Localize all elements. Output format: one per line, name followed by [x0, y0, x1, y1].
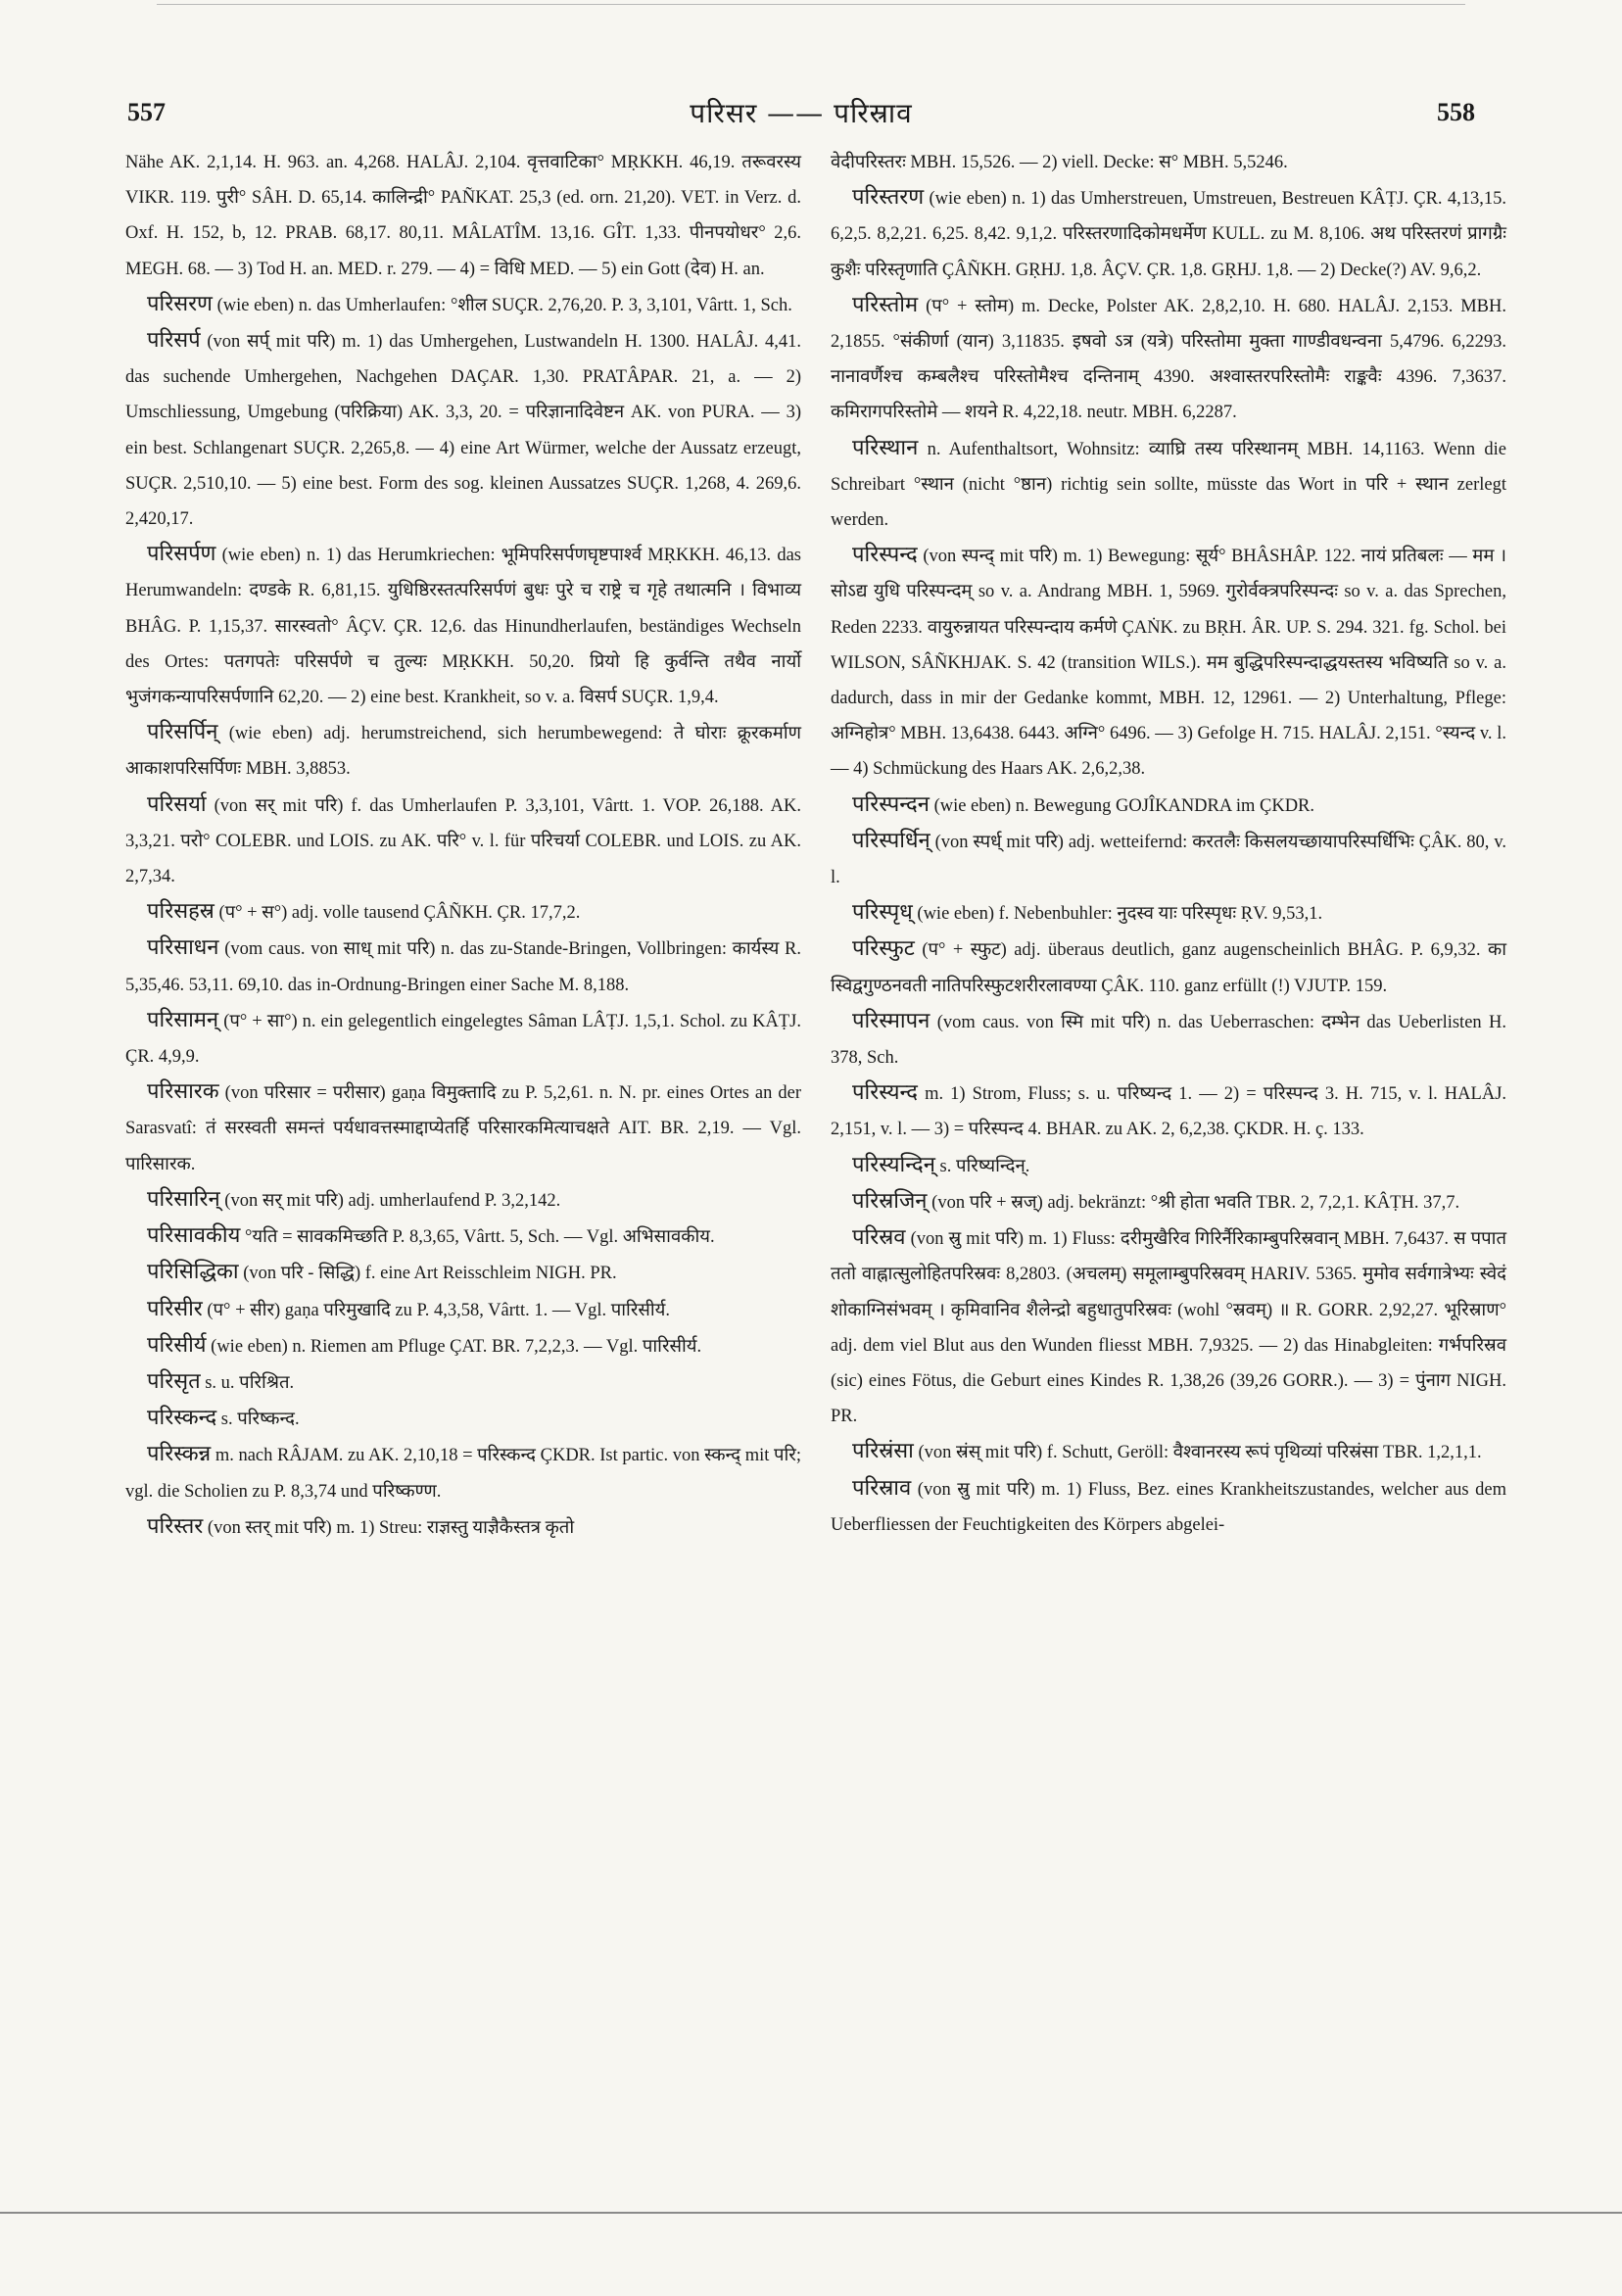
entry-definition: (wie eben) f. Nebenbuhler: नुदस्व याः परिस्पृधः ṚV. 9,53,1.	[917, 904, 1323, 925]
entry-headword: परिसरण	[147, 291, 213, 316]
dictionary-entry	[831, 431, 1506, 539]
entry-headword: परिसीर	[147, 1296, 203, 1321]
entry-headword: परिसर्या	[147, 791, 207, 817]
running-title: परिसर —— परिस्राव	[690, 97, 913, 129]
entry-headword: परिस्फुट	[852, 936, 915, 962]
entry-headword: परिस्रजिन्	[852, 1188, 928, 1214]
entry-headword: परिसाधन	[147, 935, 219, 961]
dictionary-entry	[125, 931, 801, 1002]
dictionary-entry	[125, 1437, 801, 1508]
entry-headword: परिसीर्य	[147, 1332, 207, 1358]
entry-definition: (wie eben) adj. herumstreichend, sich herumbewegend: ते घोराः क्रूरकर्माण आकाशपरिसर्पिणः MBH. 3,8853.	[125, 724, 801, 780]
dictionary-entry	[125, 1364, 801, 1401]
dictionary-entry	[831, 895, 1506, 932]
entry-definition: (vom caus. von स्मि mit परि) n. das Ueberraschen: दम्भेन das Ueberlisten H. 378, Sch.	[831, 1012, 1507, 1069]
top-rule	[157, 4, 1465, 5]
dictionary-entry	[831, 288, 1506, 431]
dictionary-entry	[125, 287, 801, 323]
entry-headword: परिस्पन्द	[852, 543, 918, 568]
entry-headword: परिसर्पिन्	[147, 720, 218, 745]
entry-definition: (प° + सा°) n. ein gelegentlich eingelegtes Sâman LÂṬJ. 1,5,1. Schol. zu KÂṬJ. ÇR. 4,9,9.	[125, 1011, 801, 1068]
entry-definition: (wie eben) n. das Umherlaufen: °शील SUÇR. 2,76,20. P. 3, 3,101, Vârtt. 1, Sch.	[216, 295, 792, 315]
entry-definition: (von परिसार = परीसार) gaṇa विमुक्तादि zu P. 5,2,61. n. N. pr. eines Ortes an der Sarasvatî: तं सरस्वती समन्तं पर्यधावत्तस्माद्दाप्येतर्हि परिसारकमित्याचक्षते AIT. BR. 2,19. — Vgl. पारिसारक.	[125, 1083, 801, 1174]
entry-definition: (प° + स्फुट) adj. überaus deutlich, ganz augenscheinlich BHÂG. P. 6,9,32. का स्विद्वगुण्ठनवती नातिपरिस्फुटशरीरलावण्या ÇÂK. 110. ganz erfüllt (!) VJUTP. 159.	[831, 940, 1506, 996]
right-page-number: 558	[1437, 98, 1475, 126]
entry-headword: परिस्कन्द	[147, 1406, 217, 1431]
entry-definition: (vom caus. von साध् mit परि) n. das zu-Stande-Bringen, Vollbringen: कार्यस्य R. 5,35,46. 53,11. 69,10. das in-Ordnung-Bringen einer Sache M. 8,188.	[125, 939, 802, 995]
dictionary-entry	[125, 323, 801, 537]
entry-headword: परिस्तोम	[852, 292, 919, 317]
entry-headword: परिसहस्र	[147, 899, 215, 925]
dictionary-entry	[125, 1401, 801, 1437]
entry-headword: परिसिद्धिका	[147, 1260, 239, 1285]
entry-definition: (wie eben) n. Bewegung GOJÎKANDRA im ÇKDR.	[933, 795, 1315, 816]
dictionary-entry	[125, 537, 801, 715]
entry-definition: (प° + सीर) gaṇa परिमुखादि zu P. 4,3,58, Vârtt. 1. — Vgl. पारिसीर्य.	[207, 1300, 671, 1320]
entry-headword: परिस्मापन	[852, 1008, 930, 1033]
dictionary-entry	[125, 1182, 801, 1219]
entry-headword: परिसावकीय	[147, 1223, 241, 1249]
dictionary-entry	[831, 180, 1506, 288]
dictionary-entry	[125, 1255, 801, 1291]
dictionary-entry	[125, 1509, 801, 1546]
entry-definition: (प° + स्तोम) m. Decke, Polster AK. 2,8,2,10. H. 680. HALÂJ. 2,153. MBH. 2,1855. °संकीर्णा (यान) 3,11835. इषवो ऽत्र (यत्रे) परिस्तोमा मुक्ता गाण्डीवधन्वना 5,4796. 6,2293. नानावर्णैश्च कम्बलैश्च परिस्तोमैश्च दन्तिनाम् 4390. अश्वास्तरपरिस्तोमैः राङ्कवैः 4396. 7,3637. कमिरागपरिस्तोमे — शयने R. 4,22,18. neutr. MBH. 6,2287.	[831, 296, 1507, 423]
entry-definition: (von स्पन्द् mit परि) m. 1) Bewegung: सूर्य° BHÂSHÂP. 122. नायं प्रतिबलः — मम । सोऽद्य युधि परिस्पन्दम् so v. a. Andrang MBH. 1, 5969. गुरोर्वक्त्रपरिस्पन्दः so v. a. das Sprechen, Reden 2233. वायुरुन्नायत परिस्पन्दाय कर्मणे ÇAṄK. zu BṚH. ÂR. UP. S. 294. 321. fg. Schol. bei WILSON, SÂÑKHJAK. S. 42 (transition WILS.). मम बुद्धिपरिस्पन्दाद्धयस्तस्य भविष्यति so v. a. dadurch, dass in mir der Gedanke kommt, MBH. 12, 12961. — 2) Unterhaltung, Pflege: अग्निहोत्र° MBH. 13,6438. 6443. अग्नि° 6496. — 3) Gefolge H. 715. HALÂJ. 2,151. °स्यन्द v. l. — 4) Schmückung des Haars AK. 2,6,2,38.	[831, 547, 1506, 780]
entry-headword: परिस्तर	[147, 1513, 204, 1539]
dictionary-entry	[831, 824, 1506, 895]
entry-definition: (von परि - सिद्धि) f. eine Art Reisschleim NIGH. PR.	[243, 1264, 617, 1284]
entry-headword: परिस्रंसा	[852, 1439, 914, 1464]
dictionary-entry	[831, 932, 1506, 1003]
entry-definition: Nähe AK. 2,1,14. H. 963. an. 4,268. HALÂJ. 2,104. वृत्तवाटिका° MṚKKH. 46,19. तरूवरस्य VIKR. 119. पुरी° SÂH. D. 65,14. कालिन्द्री° PAÑKAT. 25,3 (ed. orn. 21,20). VET. in Verz. d. Oxf. H. 152, b, 12. PRAB. 68,17. 80,11. MÂLATÎM. 13,16. GÎT. 1,33. पीनपयोधर° 2,6. MEGH. 68. — 3) Tod H. an. MED. r. 279. — 4) = विधि MED. — 5) ein Gott (देव) H. an.	[125, 153, 801, 279]
dictionary-entry	[831, 1148, 1506, 1184]
entry-headword: परिसामन्	[147, 1007, 219, 1032]
entry-definition: s. परिष्यन्दिन्.	[939, 1156, 1030, 1176]
dictionary-entry	[831, 1184, 1506, 1220]
entry-definition: (von स्रंस् mit परि) f. Schutt, Geröll: वैश्वानरस्य रूपं पृथिव्यां परिस्रंसा TBR. 1,2,1,1.	[918, 1443, 1482, 1463]
entry-headword: परिस्यन्दिन्	[852, 1152, 935, 1177]
left-column	[125, 145, 801, 1546]
dictionary-entry	[125, 145, 801, 287]
dictionary-entry	[831, 1471, 1506, 1543]
dictionary-entry	[831, 145, 1506, 180]
entry-definition: n. Aufenthaltsort, Wohnsitz: व्याघ्रि तस्य परिस्थानम् MBH. 14,1163. Wenn die Schreibart °स्थान (nicht °ष्ठान) richtig sein sollte, müsste das Wort in परि + स्थान zerlegt werden.	[831, 439, 1507, 531]
dictionary-entry	[831, 1004, 1506, 1076]
dictionary-entry	[125, 1075, 801, 1182]
entry-definition: (प° + स°) adj. volle tausend ÇÂÑKH. ÇR. 17,7,2.	[218, 903, 581, 924]
entry-headword: परिसारिन्	[147, 1186, 220, 1212]
dictionary-entry	[831, 1220, 1506, 1434]
dictionary-entry	[125, 1292, 801, 1328]
entry-definition: s. u. परिश्रित.	[205, 1372, 295, 1393]
entry-definition: (von स्पर्ध् mit परि) adj. wetteifernd: करतलैः किसलयच्छायापरिस्पर्धिभिः ÇÂK. 80, v. l.	[831, 832, 1506, 888]
dictionary-entry	[125, 1328, 801, 1364]
entry-definition: (wie eben) n. 1) das Herumkriechen: भूमिपरिसर्पणघृष्टपार्श्व MṚKKH. 46,13. das Herumwandeln: दण्डके R. 6,81,15. युधिष्ठिरस्तत्परिसर्पणं बुधः पुरे च राष्ट्रे च गृहे तथात्मनि । विभाव्य BHÂG. P. 1,15,37. सारस्वतो° ÂÇV. ÇR. 12,6. das Hinundherlaufen, beständiges Wechseln des Ortes: पतगपतेः परिसर्पणे च तुल्यः MṚKKH. 50,20. प्रियो हि कुर्वन्ति तथैव नार्यो भुजंगकन्यापरिसर्पणानि 62,20. — 2) eine best. Krankheit, so v. a. विसर्प SUÇR. 1,9,4.	[125, 546, 801, 708]
dictionary-entry	[125, 788, 801, 895]
entry-headword: परिसारक	[147, 1079, 219, 1105]
entry-definition: m. 1) Strom, Fluss; s. u. परिष्यन्द 1. — 2) = परिस्पन्द 3. H. 715, v. l. HALÂJ. 2,151, v. l. — 3) = परिस्पन्द 4. BHAR. zu AK. 2, 6,2,38. ÇKDR. H. ç. 133.	[831, 1084, 1507, 1140]
dictionary-entry	[125, 1219, 801, 1255]
entry-definition: (wie eben) n. Riemen am Pfluge ÇAT. BR. 7,2,2,3. — Vgl. पारिसीर्य.	[211, 1336, 702, 1357]
entry-headword: परिसर्पण	[147, 542, 216, 567]
entry-headword: परिस्यन्द	[852, 1080, 918, 1106]
entry-headword: परिस्राव	[852, 1475, 912, 1501]
dictionary-entry	[125, 715, 801, 787]
entry-headword: परिस्तरण	[852, 185, 925, 211]
entry-definition: (von स्रु mit परि) m. 1) Fluss, Bez. eines Krankheitszustandes, welcher aus dem Ueberfliessen der Feuchtigkeiten des Körpers abgelei-	[831, 1479, 1507, 1535]
entry-definition: वेदीपरिस्तरः MBH. 15,526. — 2) viell. Decke: स° MBH. 5,5246.	[831, 153, 1288, 172]
dictionary-entry	[831, 788, 1506, 824]
dictionary-entry	[831, 1076, 1506, 1147]
entry-headword: परिसर्प	[147, 328, 201, 354]
entry-definition: (von स्रु mit परि) m. 1) Fluss: दरीमुखैरिव गिरिर्नैरिकाम्बुपरिस्रवान् MBH. 7,6437. स पपात ततो वाह्नात्सुलोहितपरिस्रवः 8,2803. (अचलम्) समूलाम्बुपरिस्रवम् HARIV. 5365. मुमोव सर्वगात्रेभ्यः स्वेदं शोकाग्निसंभवम् । कृमिवानिव शैलेन्द्रो बहुधातुपरिस्रवः (wohl °स्रवम्) ॥ R. GORR. 2,92,27. भूरिस्राण° adj. dem viel Blut aus den Wunden fliesst MBH. 7,9325. — 2) das Hinabgleiten: गर्भपरिस्रव (sic) eines Fötus, die Geburt eines Kindes R. 1,38,26 (39,26 GORR.). — 3) = पुंनाग NIGH. PR.	[831, 1229, 1507, 1427]
entry-headword: परिस्पृध्	[852, 900, 913, 926]
dictionary-entry	[125, 894, 801, 931]
entry-headword: परिसृत	[147, 1368, 201, 1394]
entry-definition: m. nach RÂJAM. zu AK. 2,10,18 = परिस्कन्द ÇKDR. Ist partic. von स्कन्द् mit परि; vgl. die Scholien zu P. 8,3,74 und परिष्कण्ण.	[125, 1446, 801, 1502]
entry-definition: (von परि + स्रज्) adj. bekränzt: °श्री होता भवति TBR. 2, 7,2,1. KÂṬH. 37,7.	[931, 1192, 1460, 1213]
entry-headword: परिस्कन्न	[147, 1442, 212, 1467]
entry-headword: परिस्पन्दन	[852, 791, 930, 817]
dictionary-entry	[831, 1434, 1506, 1470]
bottom-rule	[0, 2212, 1622, 2214]
dictionary-entry	[831, 538, 1506, 787]
entry-definition: (von सर्प् mit परि) m. 1) das Umhergehen, Lustwandeln H. 1300. HALÂJ. 4,41. das suchende Umhergehen, Nachgehen DAÇAR. 1,30. PRATÂPAR. 21, a. — 2) Umschliessung, Umgebung (परिक्रिया) AK. 3,3, 20. = परिज्ञानादिवेष्टन AK. von PURA. — 3) ein best. Schlangenart SUÇR. 2,265,8. — 4) eine Art Würmer, welche der Aussatz erzeugt, SUÇR. 2,510,10. — 5) eine best. Form des sog. kleinen Aussatzes SUÇR. 1,268, 4. 269,6. 2,420,17.	[125, 332, 802, 530]
page-header	[127, 88, 1475, 137]
entry-headword: परिस्थान	[852, 435, 919, 460]
entry-headword: परिस्पर्धिन्	[852, 828, 930, 853]
right-column	[831, 145, 1506, 1543]
entry-definition: °यति = सावकमिच्छति P. 8,3,65, Vârtt. 5, Sch. — Vgl. अभिसावकीय.	[244, 1227, 715, 1248]
entry-definition: s. परिष्कन्द.	[220, 1410, 300, 1430]
entry-definition: (von सर् mit परि) adj. umherlaufend P. 3,2,142.	[224, 1190, 561, 1211]
dictionary-entry	[125, 1003, 801, 1075]
left-page-number: 557	[127, 98, 166, 126]
entry-definition: (von स्तर् mit परि) m. 1) Streu: राज्ञस्तु याज्ञैकैस्तत्र कृतो	[207, 1517, 575, 1538]
entry-definition: (wie eben) n. 1) das Umherstreuen, Umstreuen, Bestreuen KÂṬJ. ÇR. 4,13,15. 6,2,5. 8,2,21. 6,25. 8,42. 9,1,2. परिस्तरणादिकोमधर्मेण KULL. zu M. 8,106. अथ परिस्तरणं प्रागग्रैः कुशैः परिस्तृणाति ÇÂÑKH. GṚHJ. 1,8. ÂÇV. ÇR. 1,8. GṚHJ. 1,8. — 2) Decke(?) AV. 9,6,2.	[831, 189, 1506, 280]
entry-definition: (von सर् mit परि) f. das Umherlaufen P. 3,3,101, Vârtt. 1. VOP. 26,188. AK. 3,3,21. परो° COLEBR. und LOIS. zu AK. परि° v. l. für परिचर्या COLEBR. und LOIS. zu AK. 2,7,34.	[125, 795, 802, 887]
entry-headword: परिस्रव	[852, 1225, 906, 1251]
